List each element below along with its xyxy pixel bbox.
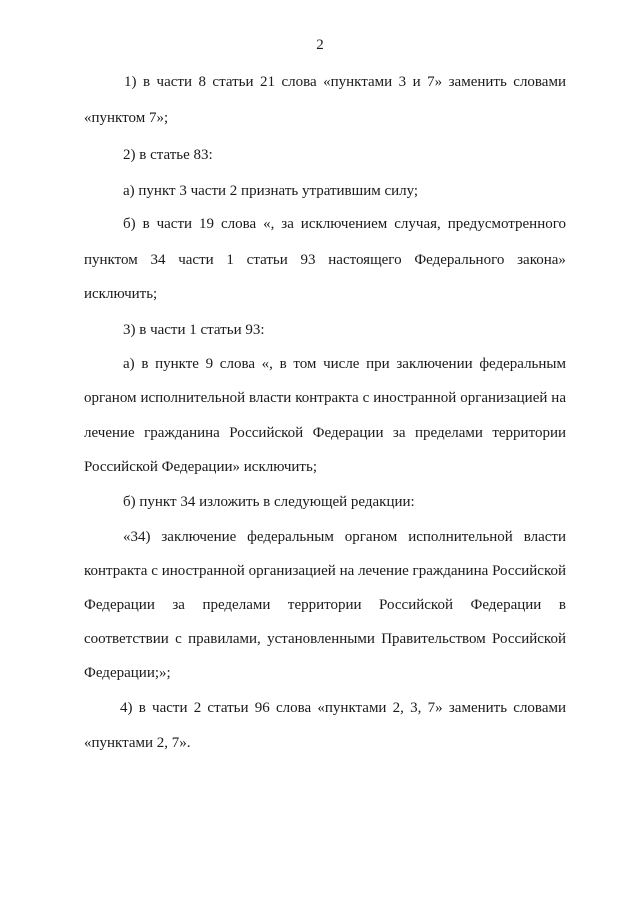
item-3b-heading: б) пункт 34 изложить в следующей редакции: bbox=[123, 494, 415, 510]
item-3b-quote-line-5: Федерации;»; bbox=[84, 665, 171, 681]
word: 1 bbox=[226, 252, 234, 268]
item-3a-line-2: органом исполнительной власти контракта с иностранной организацией на bbox=[84, 390, 566, 406]
item-3b-quote-line-3 bbox=[84, 595, 566, 615]
word: в bbox=[558, 597, 566, 613]
item-4-line-2: «пунктами 2, 7». bbox=[84, 735, 191, 751]
word: закона» bbox=[517, 252, 566, 268]
word: пунктом bbox=[84, 252, 138, 268]
item-3a-line-3: лечение гражданина Российской Федерации за пределами территории bbox=[84, 425, 566, 441]
word: пределами bbox=[202, 597, 271, 613]
item-2a-text: а) пункт 3 части 2 признать утратившим силу; bbox=[123, 183, 419, 199]
word: 34 bbox=[150, 252, 166, 268]
item-4-line-1: 4) в части 2 статьи 96 слова «пунктами 2, 3, 7» заменить словами bbox=[120, 700, 566, 716]
item-3-heading: 3) в части 1 статьи 93: bbox=[123, 322, 265, 338]
item-3b-quote-line-2: контракта с иностранной организацией на лечение гражданина Российской bbox=[84, 563, 566, 579]
item-2b-line-1: б) в части 19 слова «, за исключением случая, предусмотренного bbox=[123, 216, 566, 232]
item-1-line-2: «пунктом 7»; bbox=[84, 110, 169, 126]
item-2b-line-2 bbox=[84, 250, 566, 270]
word: территории bbox=[287, 597, 362, 613]
word: за bbox=[172, 597, 185, 613]
word: настоящего bbox=[328, 252, 402, 268]
page-number: 2 bbox=[316, 37, 324, 53]
item-3b-quote-line-1: «34) заключение федеральным органом исполнительной власти bbox=[123, 529, 566, 545]
word: статьи bbox=[246, 252, 288, 268]
word: части bbox=[178, 252, 214, 268]
item-3a-line-1: а) в пункте 9 слова «, в том числе при заключении федеральным bbox=[123, 356, 566, 372]
item-2b-line-3: исключить; bbox=[84, 286, 158, 302]
word: 93 bbox=[300, 252, 316, 268]
word: Федерации bbox=[84, 597, 155, 613]
word: Федерации bbox=[470, 597, 542, 613]
word: Российской bbox=[379, 597, 453, 613]
word: Федерального bbox=[414, 252, 505, 268]
item-3a-line-4: Российской Федерации» исключить; bbox=[84, 459, 317, 475]
item-1-line-1: 1) в части 8 статьи 21 слова «пунктами 3 и 7» заменить словами bbox=[124, 74, 566, 90]
item-2-heading: 2) в статье 83: bbox=[123, 147, 213, 163]
item-3b-quote-line-4: соответствии с правилами, установленными Правительством Российской bbox=[84, 631, 566, 647]
